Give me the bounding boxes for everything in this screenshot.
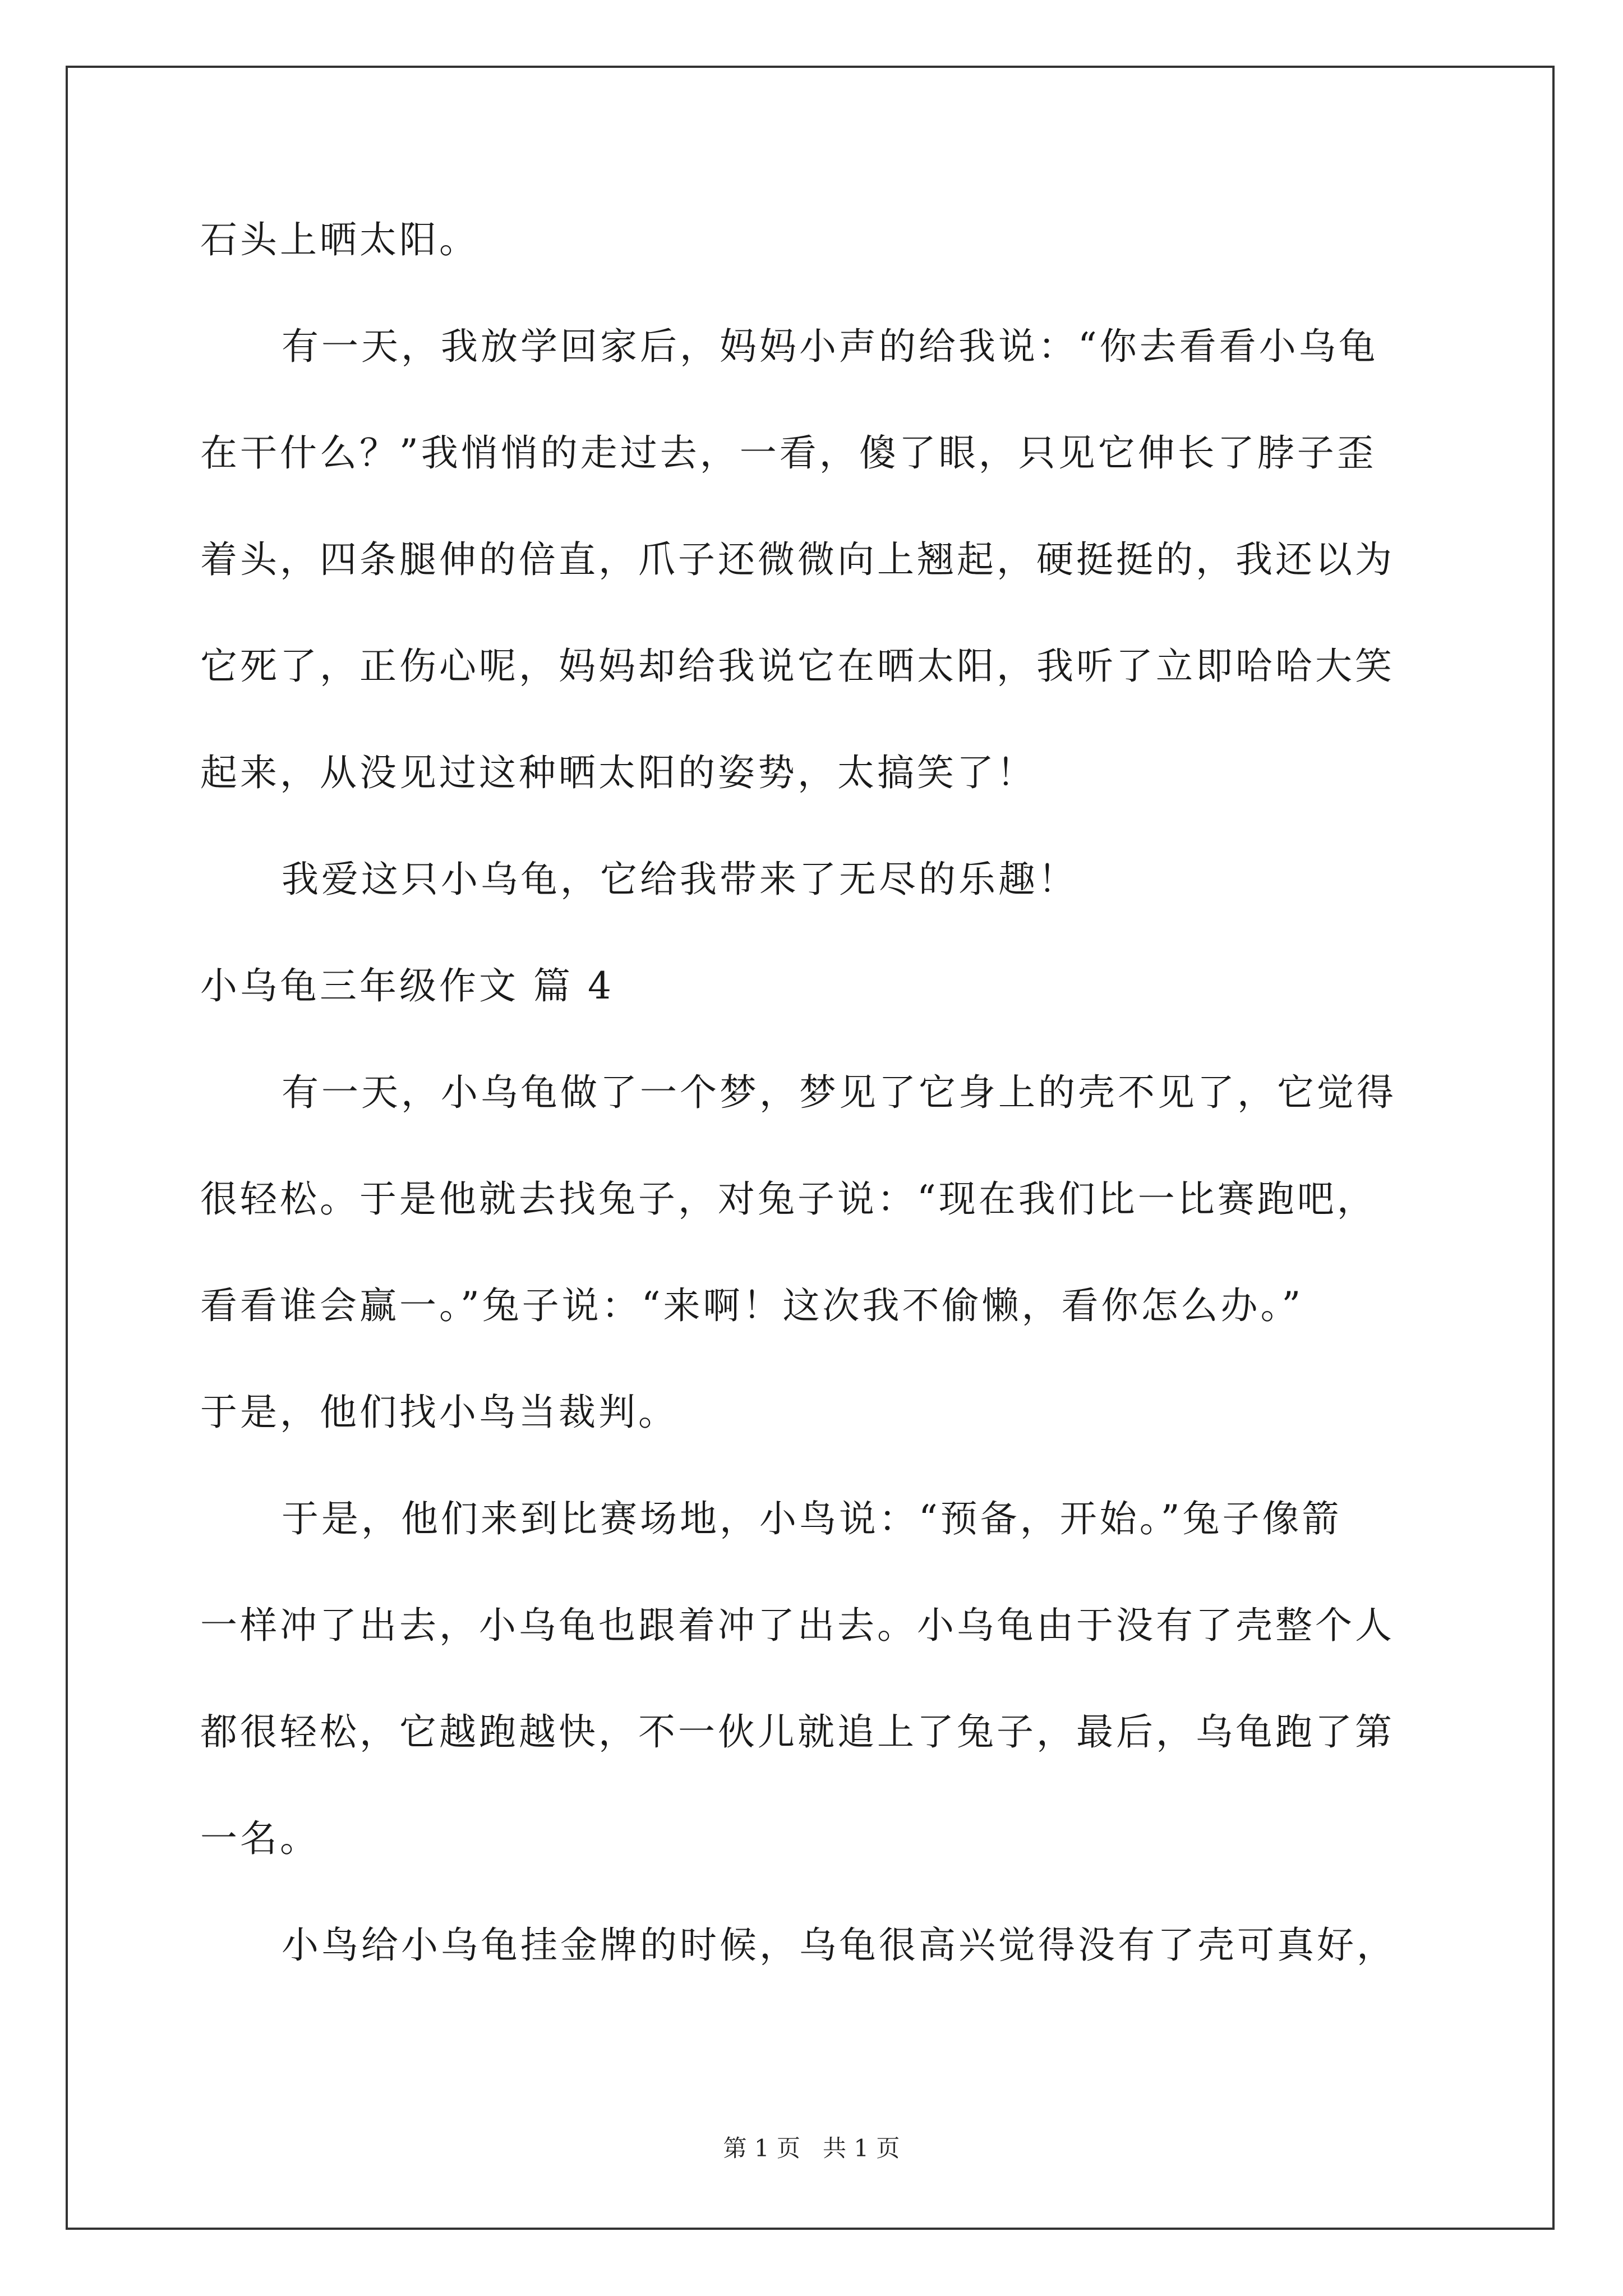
text-line-14: 一样冲了出去，小乌龟也跟着冲了出去。小乌龟由于没有了壳整个人 xyxy=(200,1604,1395,1647)
text-line-10: 很轻松。于是他就去找兔子，对兔子说：“现在我们比一比赛跑吧， xyxy=(200,1177,1377,1221)
text-line-2: 有一天，我放学回家后，妈妈小声的给我说：“你去看看小乌龟 xyxy=(282,325,1378,368)
text-line-5: 它死了，正伤心呢，妈妈却给我说它在晒太阳，我听了立即哈哈大笑 xyxy=(200,645,1395,688)
text-line-3: 在干什么？”我悄悄的走过去，一看，傻了眼，只见它伸长了脖子歪 xyxy=(200,431,1377,475)
section-heading: 小乌龟三年级作文 篇 4 xyxy=(200,964,614,1007)
page-footer xyxy=(0,2132,1623,2165)
text-line-12: 于是，他们找小鸟当裁判。 xyxy=(200,1391,678,1434)
text-line-1: 石头上晒太阳。 xyxy=(200,218,479,261)
text-line-13: 于是，他们来到比赛场地，小鸟说：“预备，开始。”兔子像箭 xyxy=(282,1497,1342,1540)
text-line-16: 一名。 xyxy=(200,1817,320,1860)
page-border xyxy=(66,66,1555,2230)
text-line-9: 有一天，小乌龟做了一个梦，梦见了它身上的壳不见了，它觉得 xyxy=(282,1071,1396,1114)
text-line-4: 着头，四条腿伸的倍直，爪子还微微向上翘起，硬挺挺的，我还以为 xyxy=(200,538,1395,581)
text-line-7: 我爱这只小乌龟，它给我带来了无尽的乐趣！ xyxy=(282,858,1078,901)
text-line-6: 起来，从没见过这种晒太阳的姿势，太搞笑了！ xyxy=(200,751,1036,794)
text-line-11: 看看谁会赢一。”兔子说：“来啊！这次我不偷懒，看你怎么办。” xyxy=(200,1284,1304,1327)
text-line-15: 都很轻松，它越跑越快，不一伙儿就追上了兔子，最后，乌龟跑了第 xyxy=(200,1710,1395,1754)
page-number: 第 1 页 xyxy=(723,2134,800,2162)
text-line-17: 小鸟给小乌龟挂金牌的时候，乌龟很高兴觉得没有了壳可真好， xyxy=(282,1924,1396,1967)
page-total: 共 1 页 xyxy=(823,2134,900,2162)
